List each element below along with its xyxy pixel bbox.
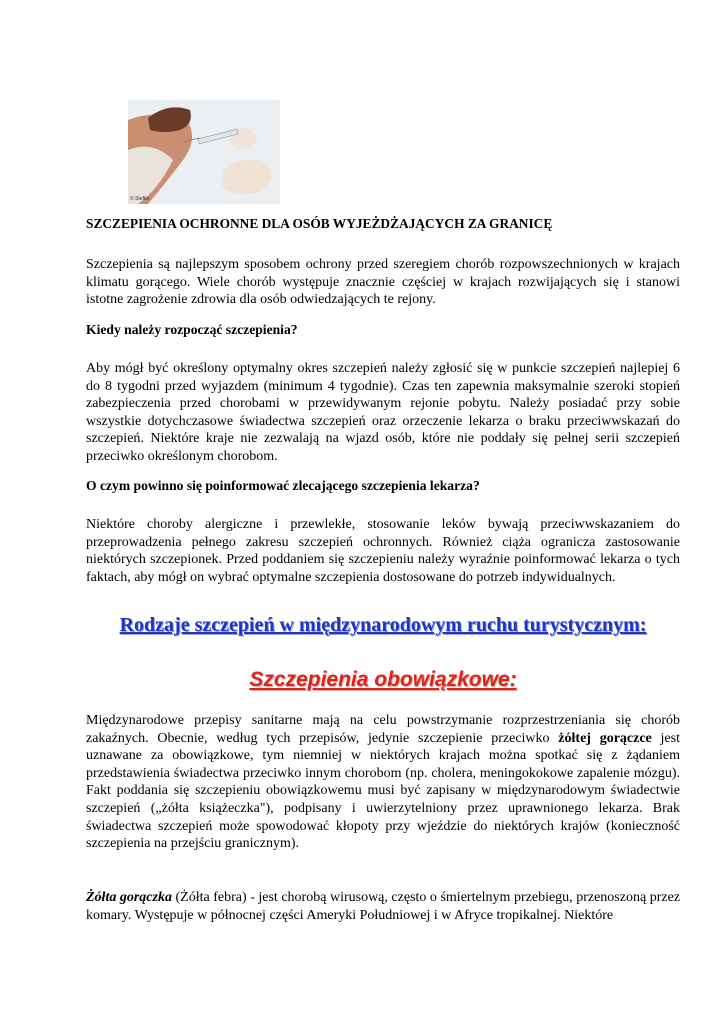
intro-paragraph: Szczepienia są najlepszym sposobem ochrony przed szeregiem chorób rozpowszechnionych w krajach klimatu gorącego. Wiele chorób występuje znacznie częściej w krajach rozwijających się i stanowi istotne zagrożenie zdrowia dla osób odwiedzających te rejony. <box>86 257 680 308</box>
mandatory-vaccinations-heading: Szczepienia obowiązkowe: <box>249 668 517 691</box>
mandatory-paragraph <box>86 712 680 853</box>
photo-credit: © Stefko <box>130 196 150 202</box>
yellow-fever-emphasis: żółtej gorączce <box>558 730 652 746</box>
answer-paragraph-1: Aby mógł być określony optymalny okres szczepień należy zgłosić się w punkcie szczepień najlepiej 6 do 8 tygodni przed wyjazdem (minimum 4 tygodnie). Czas ten zapewnia maksymalnie szeroki stopień zabezpieczenia przed chorobami w przewidywanym rejonie pobytu. Należy posiadać przy sobie wszystkie dotychczasowe świadectwa szczepień oraz orzeczenie lekarza o braku przeciwwskazań do szczepień. Niektóre kraje nie zezwalają na wjazd osób, które nie poddały się pełnej serii szczepień przeciwko określonym chorobom. <box>86 361 680 464</box>
mandatory-text-start: Międzynarodowe przepisy sanitarne mają na celu powstrzymanie rozprzestrzeniania się chorób zakaźnych. Obecnie, według tych przepisów, jedynie szczepienie przeciwko <box>86 713 680 746</box>
yellow-fever-term: Żółta gorączka <box>86 890 172 905</box>
question-heading-1: Kiedy należy rozpocząć szczepienia? <box>86 322 298 337</box>
vaccination-illustration <box>128 100 280 204</box>
vaccination-types-heading: Rodzaje szczepień w międzynarodowym ruchu turystycznym: <box>119 614 647 636</box>
document-title: SZCZEPIENIA OCHRONNE DLA OSÓB WYJEŻDŻAJĄCYCH ZA GRANICĘ <box>86 216 553 231</box>
answer-paragraph-2: Niektóre choroby alergiczne i przewlekłe, stosowanie leków bywają przeciwwskazaniem do przeprowadzenia pełnego zakresu szczepień ochronnych. Również ciąża ogranicza zastosowanie niektórych szczepionek. Przed poddaniem się szczepieniu należy wyraźnie poinformować lekarza o tych faktach, aby mógł on wybrać optymalne szczepienia dostosowane do potrzeb indywidualnych. <box>86 517 680 585</box>
yellow-fever-description: (Żółta febra) - jest chorobą wirusową, często o śmiertelnym przebiegu, przenoszoną przez komary. Występuje w północnej części Ameryki Południowej i w Afryce tropikalnej. Niektóre <box>86 890 680 923</box>
yellow-fever-paragraph <box>86 889 680 924</box>
mandatory-text-end: jest uznawane za obowiązkowe, tym niemniej w niektórych krajach można spotkać się z żądaniem przedstawienia świadectwa przeciwko innym chorobom (np. cholera, meningokokowe zapalenie mózgu). Fakt poddania się szczepieniu obowiązkowemu musi być zapisany w międzynarodowym świadectwie szczepień („żółta książeczka"), podpisany i uwierzytelniony przez uprawnionego lekarza. Brak świadectwa szczepień może spowodować kłopoty przy wjeździe do niektórych krajów (konieczność szczepienia na przejściu granicznym). <box>86 730 680 852</box>
question-heading-2: O czym powinno się poinformować zlecającego szczepienia lekarza? <box>86 478 480 493</box>
vaccination-photo <box>128 100 280 204</box>
